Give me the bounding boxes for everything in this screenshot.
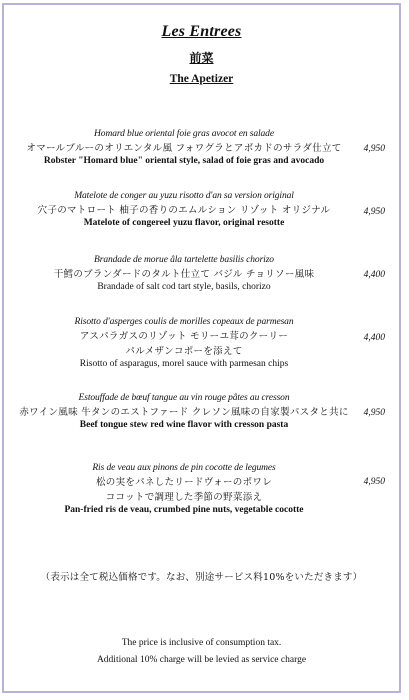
item-name-japanese: オマールブルーのオリエンタル風 フォワグラとアボカドのサラダ仕立て — [26, 143, 342, 154]
item-name-english: Pan-fried ris de veau, crumbed pine nuts, vegetable cocotte — [64, 505, 304, 515]
menu-header — [4, 23, 399, 85]
item-name-french: Ris de veau aux pinons de pin cocotte de legumes — [92, 463, 276, 473]
title-english: The Apetizer — [169, 73, 234, 85]
item-price: 4,950 — [363, 477, 385, 487]
item-price: 4,950 — [363, 408, 385, 418]
menu-item — [4, 463, 399, 515]
item-name-french: Risotto d'asperges coulis de morilles copeaux de parmesan — [74, 317, 294, 327]
item-name-english: Robster "Homard blue" oriental style, salad of foie gras and avocado — [43, 156, 325, 166]
tax-note-line1: The price is inclusive of consumption tax. — [121, 638, 282, 648]
item-name-french: Matelote de conger au yuzu risotto d'an sa version original — [74, 191, 294, 201]
item-name-japanese-line2: パルメザンコポーを添えて — [125, 346, 243, 357]
item-name-french: Homard blue oriental foie gras avocot en salade — [94, 129, 274, 139]
item-name-japanese: 赤ワイン風味 牛タンのエストファード クレソン風味の自家製パスタと共に — [19, 407, 349, 418]
title-french: Les Entrees — [161, 23, 242, 40]
item-name-french: Brandade de morue âla tartelette basilis chorizo — [94, 255, 274, 265]
menu-item — [4, 191, 399, 228]
tax-note-english — [4, 635, 399, 669]
item-price: 4,950 — [363, 207, 385, 217]
item-price: 4,950 — [363, 144, 385, 154]
menu-item — [4, 129, 399, 166]
item-name-english: Beef tongue stew red wine flavor with cresson pasta — [79, 420, 289, 430]
menu-frame — [2, 3, 401, 693]
item-price: 4,400 — [363, 333, 385, 343]
menu-item — [4, 317, 399, 369]
title-japanese: 前菜 — [189, 51, 214, 65]
item-name-french: Estouffade de bœuf tangue au vin rouge pâtes au cresson — [78, 393, 290, 403]
menu-item — [4, 255, 399, 292]
tax-note-japanese: （表示は全て税込価格です。なお、別途サービス料10%をいただきます） — [40, 572, 363, 583]
item-name-japanese: 松の実をパネしたリードヴォーのポワレ — [95, 477, 273, 488]
item-name-japanese: 干鱈のブランダードのタルト仕立て バジル チョリソー風味 — [53, 269, 315, 280]
menu-item — [4, 393, 399, 430]
tax-note-line2: Additional 10% charge will be levied as service charge — [96, 655, 307, 665]
item-name-japanese: 穴子のマトロート 柚子の香りのエムルション リゾット オリジナル — [37, 205, 331, 216]
item-name-english: Brandade of salt cod tart style, basils, chorizo — [97, 282, 271, 292]
item-name-english: Matelote of congereel yuzu flavor, original resotte — [83, 218, 285, 228]
item-name-japanese: アスパラガスのリゾット モリーユ茸のクーリー — [79, 331, 289, 342]
item-name-english: Risotto of asparagus, morel sauce with parmesan chips — [79, 359, 289, 369]
item-name-japanese-line2: ココットで調理した季節の野菜添え — [105, 492, 263, 503]
item-price: 4,400 — [363, 270, 385, 280]
